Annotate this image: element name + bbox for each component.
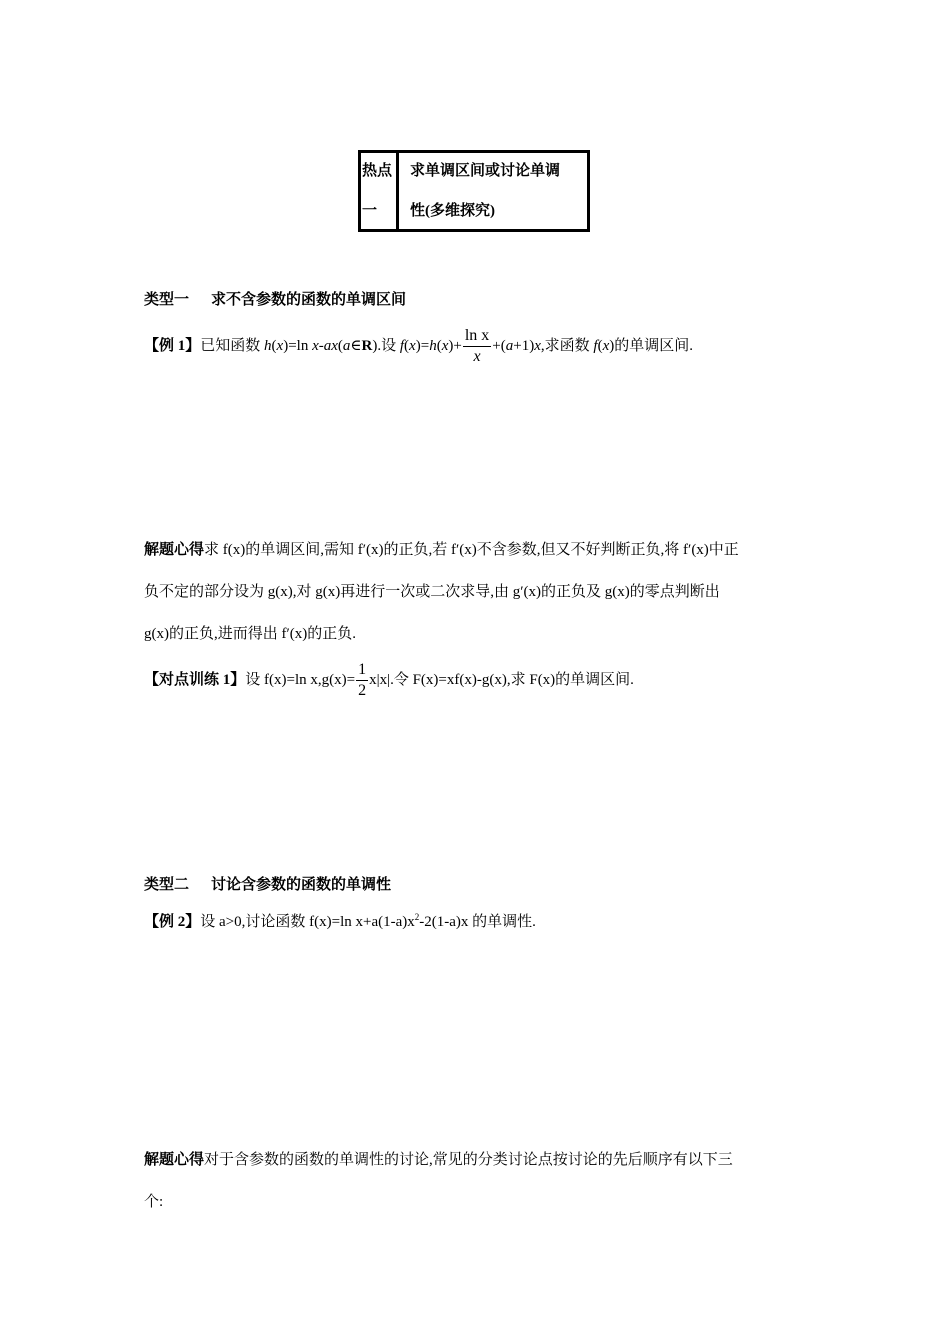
example1-var: x (441, 337, 449, 354)
type2-label: 类型二 (144, 877, 190, 893)
example1-text: 已知函数 (200, 337, 265, 354)
tip2-line1 (144, 1148, 804, 1169)
example1-text: ( (597, 337, 603, 354)
example1-var: h (429, 337, 437, 354)
example1-text: )+ (448, 337, 462, 354)
training1-text: 设 f(x)=ln x,g(x)= (245, 671, 356, 688)
example1-text: ,求函数 (540, 337, 594, 354)
training1-text: x|x|.令 F(x)=xf(x)-g(x),求 F(x)的单调区间. (369, 671, 634, 688)
example2-exponent: 2 (414, 912, 420, 922)
hotspot-title-line2: 性(多维探究) (410, 203, 495, 219)
tip2-label: 解题心得 (144, 1152, 205, 1168)
tip2-text: 对于含参数的函数的单调性的讨论,常见的分类讨论点按讨论的先后顺序有以下三 (204, 1152, 733, 1168)
example2-text: 设 a>0,讨论函数 f(x)=ln x+a(1-a)x (200, 914, 415, 930)
example1-var: x (602, 337, 610, 354)
example2 (144, 910, 536, 931)
example1-var: h (264, 337, 272, 354)
example1-text: ∈ (350, 337, 362, 354)
example1-text: )=ln (283, 337, 313, 354)
example1-var: a (505, 337, 514, 354)
type2-title: 讨论含参数的函数的单调性 (211, 877, 392, 893)
tip1-line2: 负不定的部分设为 g(x),对 g(x)再进行一次或二次求导,由 g′(x)的正负及 g(x)的零点判断出 (144, 584, 720, 600)
tip2-line2: 个: (144, 1194, 164, 1210)
fraction-numerator: ln x (463, 326, 491, 347)
type1-heading (144, 288, 406, 309)
type1-title: 求不含参数的函数的单调区间 (211, 292, 407, 308)
example1-text: +( (492, 337, 506, 354)
example1-text: +1) (513, 337, 535, 354)
fraction-numerator: 1 (356, 660, 368, 681)
example1-real-set: R (361, 337, 373, 354)
example1-var: f (593, 337, 598, 354)
tip1-label: 解题心得 (144, 542, 205, 558)
example1-text: ).设 (372, 337, 400, 354)
fraction-denominator: x (473, 348, 481, 365)
example1-text: )的单调区间. (609, 337, 693, 354)
example1-text: )= (415, 337, 430, 354)
type1-label: 类型一 (144, 292, 190, 308)
example1-fraction (463, 326, 491, 367)
example1-var: x (276, 337, 284, 354)
example1-text: ( (337, 337, 343, 354)
example1 (144, 326, 693, 367)
example1-var: ax (323, 337, 338, 354)
hotspot-label-cell (361, 153, 399, 229)
example1-var: a (342, 337, 351, 354)
hotspot-label-line1: 热点 (362, 163, 393, 179)
example2-label: 【例 2】 (144, 914, 201, 930)
tip1-line1 (144, 538, 804, 559)
training1-fraction (356, 660, 368, 701)
fraction-denominator: 2 (358, 682, 367, 699)
example1-var: x (312, 337, 319, 354)
training1 (144, 660, 634, 701)
tip1-line3: g(x)的正负,进而得出 f′(x)的正负. (144, 626, 357, 642)
example1-var: x (534, 337, 541, 354)
example1-label: 【例 1】 (144, 337, 201, 354)
example1-text: ( (436, 337, 442, 354)
tip1-text: 求 f(x)的单调区间,需知 f′(x)的正负,若 f′(x)不含参数,但又不好判断正负,将 f′(x)中正 (204, 542, 739, 558)
example1-var: f (399, 337, 405, 354)
training1-label: 【对点训练 1】 (144, 671, 246, 688)
example1-text: ( (271, 337, 277, 354)
type2-heading (144, 873, 391, 894)
example1-var: x (409, 337, 416, 354)
example2-text: -2(1-a)x 的单调性. (419, 914, 536, 930)
hotspot-label-line2: 一 (362, 203, 378, 219)
hotspot-heading-table (358, 150, 590, 232)
hotspot-title-line1: 求单调区间或讨论单调 (410, 163, 561, 179)
example1-text: ( (404, 337, 410, 354)
example1-text: - (318, 337, 324, 354)
